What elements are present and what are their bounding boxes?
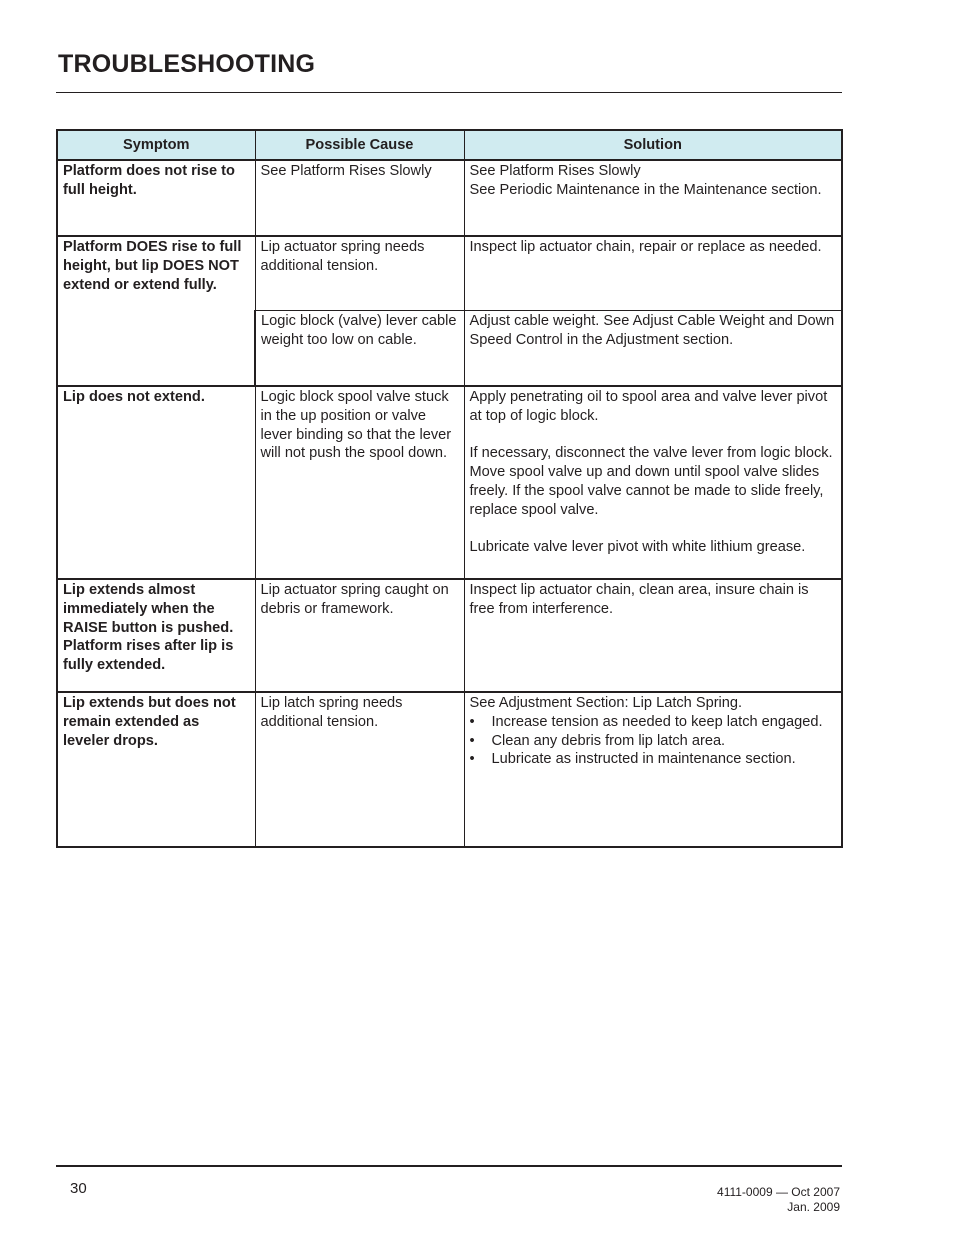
document-number: 4111-0009 — Oct 2007 xyxy=(717,1185,840,1199)
cause-cell: Lip actuator spring caught on debris or framework. xyxy=(255,579,464,692)
bullet-text: Lubricate as instructed in maintenance section. xyxy=(491,751,796,768)
solution-cell: Adjust cable weight. See Adjust Cable Weight and Down Speed Control in the Adjustment section. xyxy=(464,311,842,387)
bullet-text: Increase tension as needed to keep latch engaged. xyxy=(491,713,823,730)
solution-cell xyxy=(464,692,842,847)
table-row xyxy=(57,579,842,692)
table-row xyxy=(57,386,842,579)
bullet-text: Clean any debris from lip latch area. xyxy=(491,732,726,749)
symptom-cell: Lip does not extend. xyxy=(57,386,255,579)
bullet-icon: • xyxy=(469,751,475,768)
footer-divider xyxy=(56,1165,842,1167)
page-title: TROUBLESHOOTING xyxy=(58,50,316,78)
symptom-cell: Platform DOES rise to full height, but lip DOES NOT extend or extend fully. xyxy=(57,236,255,386)
list-item xyxy=(470,750,837,769)
symptom-cell: Lip extends but does not remain extended as leveler drops. xyxy=(57,692,255,847)
list-item xyxy=(470,713,837,732)
list-item xyxy=(470,732,837,751)
cause-cell: Logic block spool valve stuck in the up position or valve lever binding so that the lever will not push the spool down. xyxy=(255,386,464,579)
cause-cell: See Platform Rises Slowly xyxy=(255,160,464,236)
table-header-row xyxy=(57,130,842,160)
troubleshooting-table xyxy=(56,129,843,848)
solution-paragraph: If necessary, disconnect the valve lever from logic block. Move spool valve up and down until spool valve slides freely. If the spool valve cannot be made to slide freely, replace spool valve. xyxy=(469,445,833,518)
cause-cell: Logic block (valve) lever cable weight too low on cable. xyxy=(255,311,464,387)
column-header-solution: Solution xyxy=(464,130,842,160)
solution-paragraph: Lubricate valve lever pivot with white lithium grease. xyxy=(469,539,806,556)
symptom-cell: Lip extends almost immediately when the RAISE button is pushed. Platform rises after lip is fully extended. xyxy=(57,579,255,692)
solution-intro: See Adjustment Section: Lip Latch Spring. xyxy=(469,695,743,711)
solution-bullet-list xyxy=(470,713,837,769)
header-divider xyxy=(56,92,842,93)
table-row xyxy=(57,160,842,236)
page-number: 30 xyxy=(70,1180,87,1197)
column-header-symptom: Symptom xyxy=(57,130,255,160)
cause-cell: Lip actuator spring needs additional tension. xyxy=(255,236,464,311)
revision-date: Jan. 2009 xyxy=(787,1200,840,1214)
table-row xyxy=(57,236,842,311)
solution-cell: Inspect lip actuator chain, clean area, insure chain is free from interference. xyxy=(464,579,842,692)
solution-cell xyxy=(464,160,842,236)
solution-line: See Platform Rises Slowly xyxy=(469,163,641,179)
bullet-icon: • xyxy=(469,732,475,749)
cause-cell: Lip latch spring needs additional tension. xyxy=(255,692,464,847)
solution-line: See Periodic Maintenance in the Maintenance section. xyxy=(469,181,822,198)
solution-paragraph: Apply penetrating oil to spool area and valve lever pivot at top of logic block. xyxy=(469,389,828,424)
solution-cell xyxy=(464,386,842,579)
table-row xyxy=(57,692,842,847)
bullet-icon: • xyxy=(469,713,475,730)
symptom-cell: Platform does not rise to full height. xyxy=(57,160,255,236)
document-info xyxy=(717,1185,840,1215)
column-header-possible-cause: Possible Cause xyxy=(255,130,464,160)
solution-cell: Inspect lip actuator chain, repair or replace as needed. xyxy=(464,236,842,311)
